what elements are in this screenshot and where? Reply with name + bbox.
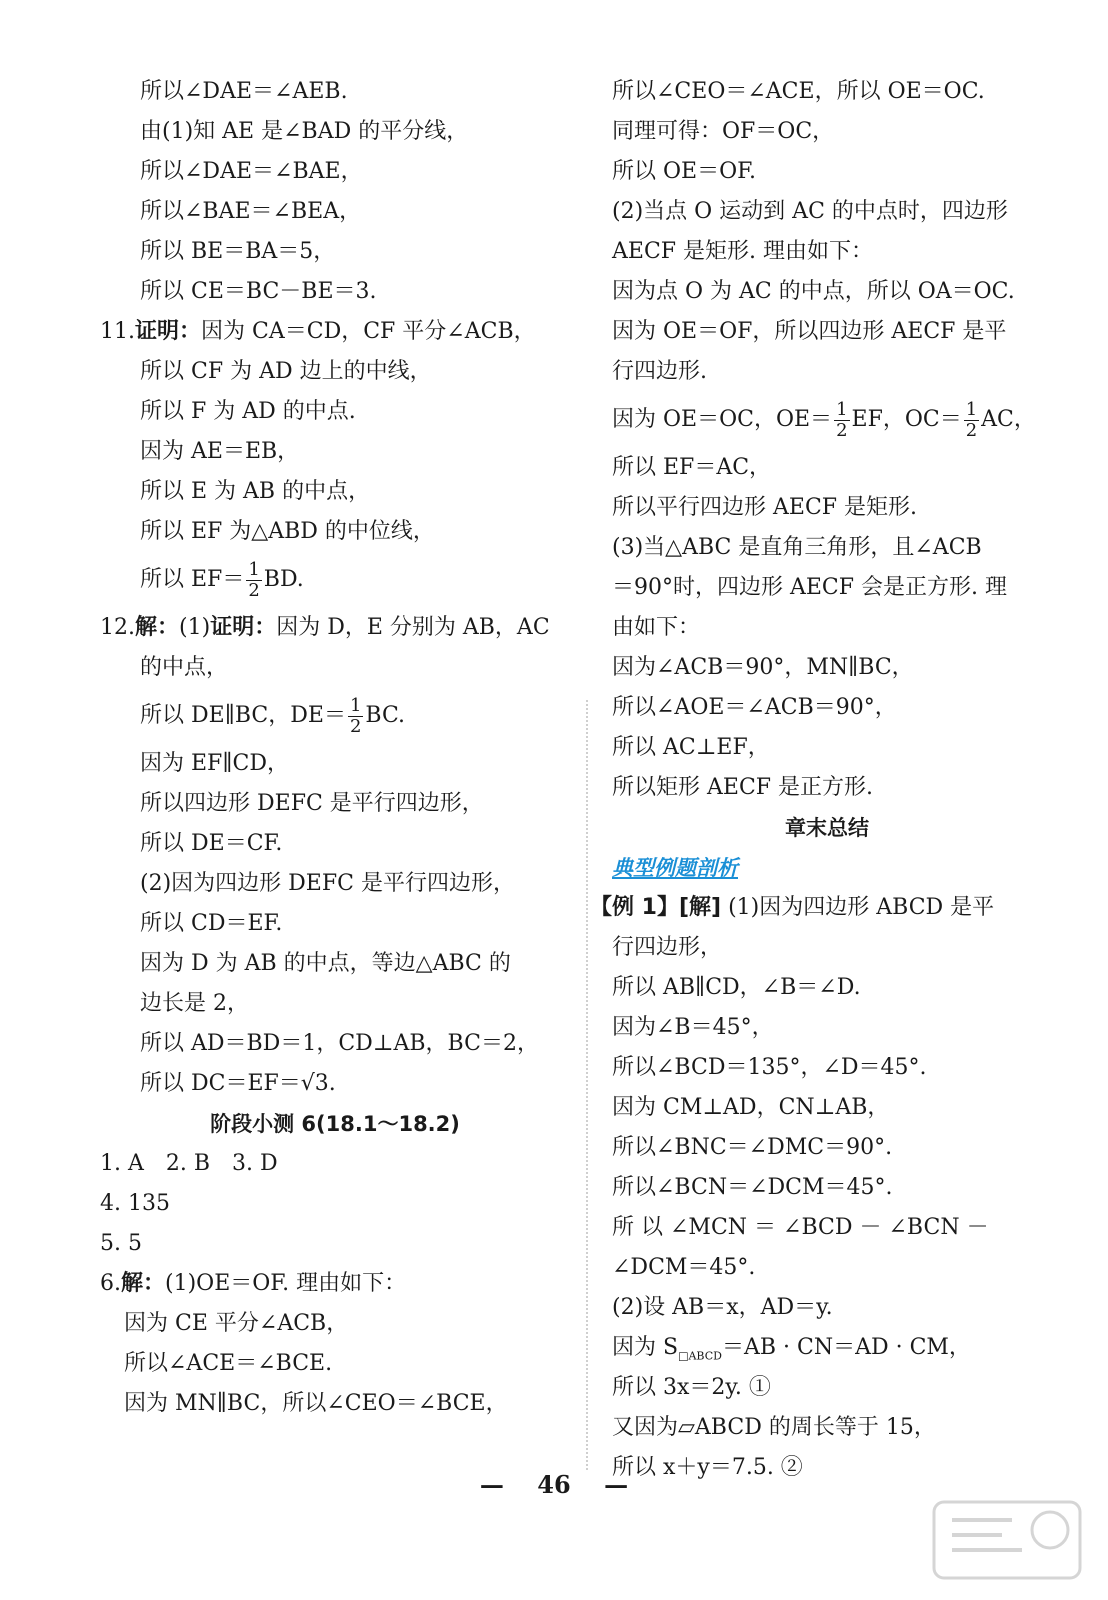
text-line: 所以 EF＝ — [140, 567, 245, 592]
example-label: 【例 1】[解] — [590, 895, 722, 920]
text-line: (1)因为四边形 ABCD 是平 — [728, 895, 995, 920]
text-line: 所以 CF 为 AD 边上的中线， — [140, 359, 432, 384]
text-line: (1) — [179, 615, 211, 640]
text-line: 又因为▱ABCD 的周长等于 15， — [612, 1415, 936, 1440]
section-title: 章末总结 — [785, 816, 869, 840]
text-line: 所以 E 为 AB 的中点， — [140, 479, 371, 504]
text-line: 因为 OE＝OF，所以四边形 AECF 是平 — [612, 319, 1007, 344]
text-line: 所以矩形 AECF 是正方形. — [612, 775, 874, 800]
text-line: 所以 3x＝2y. ① — [612, 1375, 771, 1400]
text-line: 由如下： — [612, 615, 701, 640]
text-line: 因为 CE 平分∠ACB， — [124, 1311, 349, 1336]
fraction-numerator: 1 — [248, 558, 260, 580]
fraction-line — [100, 552, 570, 608]
text-line: 因为 MN∥BC，所以∠CEO＝∠BCE， — [124, 1391, 508, 1416]
text-line: 行四边形. — [612, 359, 707, 384]
section-title: 阶段小测 6(18.1～18.2) — [210, 1112, 460, 1136]
text-line: EF，OC＝ — [851, 407, 962, 432]
fraction-line — [100, 688, 570, 744]
fraction-denominator: 2 — [965, 419, 978, 441]
text-line: 所以 CE＝BC－BE＝3. — [140, 279, 377, 304]
fraction-denominator: 2 — [349, 715, 362, 737]
text-line: 所以∠BCN＝∠DCM＝45°. — [612, 1175, 893, 1200]
problem-number: 12. — [100, 615, 135, 640]
page-dash: — — [479, 1470, 504, 1499]
fraction-line — [612, 392, 1042, 448]
text-line: 所以∠ACE＝∠BCE. — [124, 1351, 333, 1376]
text-line: 所以平行四边形 AECF 是矩形. — [612, 495, 918, 520]
page-dash: — — [604, 1470, 629, 1499]
page-number-value: 46 — [537, 1470, 571, 1499]
text-line: 由(1)知 AE 是∠BAD 的平分线， — [140, 119, 469, 144]
text-line: 因为∠ACB＝90°，MN∥BC， — [612, 655, 914, 680]
text-line: (3)当△ABC 是直角三角形，且∠ACB — [612, 535, 982, 560]
fraction-denominator: 2 — [248, 579, 260, 601]
text-line: 所以 BE＝BA＝5， — [140, 239, 336, 264]
text-line: (2)设 AB＝x，AD＝y. — [612, 1295, 833, 1320]
text-line: 所以∠CEO＝∠ACE，所以 OE＝OC. — [612, 79, 985, 104]
text-line: 因为 AE＝EB， — [140, 439, 300, 464]
text-line: 因为∠B＝45°， — [612, 1015, 774, 1040]
problem-6-line — [100, 1264, 570, 1304]
text-line: 因为 D 为 AB 的中点，等边△ABC 的 — [140, 951, 511, 976]
fraction — [834, 400, 849, 441]
text-line: 因为 OE＝OC，OE＝ — [612, 407, 833, 432]
right-column — [590, 72, 1042, 1488]
subsection-tag: 典型例题剖析 — [612, 856, 738, 880]
fraction-numerator: 1 — [836, 398, 848, 420]
text-line: 所以 CD＝EF. — [140, 911, 283, 936]
text-line: 所以∠DAE＝∠BAE， — [140, 159, 363, 184]
example-line — [590, 888, 1042, 928]
answer-line: 5. 5 — [100, 1231, 142, 1256]
text-line: 边长是 2， — [140, 991, 249, 1016]
text-line: (1)OE＝OF. 理由如下： — [165, 1271, 407, 1296]
watermark-logo — [932, 1500, 1082, 1580]
text-line: ＝AB · CN＝AD · CM， — [721, 1335, 971, 1360]
proof-label: 证明： — [210, 615, 277, 640]
solution-label: 解： — [135, 615, 180, 640]
text-line: 因为 EF∥CD， — [140, 751, 289, 776]
text-line: 所以 AB∥CD，∠B＝∠D. — [612, 975, 861, 1000]
text-line: AECF 是矩形. 理由如下： — [612, 239, 874, 264]
proof-label: 证明： — [135, 319, 202, 344]
problem-number: 6. — [100, 1271, 121, 1296]
text-line: 所以 F 为 AD 的中点. — [140, 399, 356, 424]
text-line: 同理可得：OF＝OC， — [612, 119, 835, 144]
text-line: BD. — [263, 567, 304, 592]
text-line: 因为 S — [612, 1335, 679, 1360]
subscript: □ABCD — [678, 1349, 722, 1363]
problem-number: 11. — [100, 319, 135, 344]
solution-label: 解： — [121, 1271, 166, 1296]
text-line: 所以 EF＝AC， — [612, 455, 772, 480]
text-line: 所以 OE＝OF. — [612, 159, 756, 184]
text-line: 所以 DC＝EF＝√3. — [140, 1071, 336, 1096]
answer-line: 4. 135 — [100, 1191, 170, 1216]
fraction — [246, 560, 261, 601]
text-line: 所以∠BCD＝135°，∠D＝45°. — [612, 1055, 927, 1080]
problem-12-line — [100, 608, 570, 648]
column-divider — [586, 700, 588, 1470]
fraction — [348, 696, 363, 737]
text-line: 因为 D，E 分别为 AB，AC — [276, 615, 550, 640]
text-line: 的中点， — [140, 655, 229, 680]
text-line: 所以∠BAE＝∠BEA， — [140, 199, 362, 224]
text-line: ＝90°时，四边形 AECF 会是正方形. 理 — [612, 575, 1008, 600]
text-line: 因为点 O 为 AC 的中点，所以 OA＝OC. — [612, 279, 1015, 304]
fraction-denominator: 2 — [836, 419, 848, 441]
page-number — [0, 1470, 1108, 1499]
text-line: 所以 EF 为△ABD 的中位线， — [140, 519, 435, 544]
text-line: 所以 AC⊥EF， — [612, 735, 770, 760]
text-line: 所 以 ∠MCN ＝ ∠BCD － ∠BCN － — [612, 1215, 989, 1240]
text-line: 所以 DE∥BC，DE＝ — [140, 703, 346, 728]
fraction — [964, 400, 979, 441]
text-line: 所以∠BNC＝∠DMC＝90°. — [612, 1135, 893, 1160]
problem-11-line — [100, 312, 570, 352]
fraction-numerator: 1 — [349, 694, 362, 716]
subsection-tag-line — [612, 848, 1042, 888]
text-line: 所以∠DAE＝∠AEB. — [140, 79, 348, 104]
text-line: 所以∠AOE＝∠ACB＝90°， — [612, 695, 897, 720]
fraction-numerator: 1 — [965, 398, 978, 420]
text-line: 因为 CA＝CD，CF 平分∠ACB， — [201, 319, 536, 344]
text-line: (2)因为四边形 DEFC 是平行四边形， — [140, 871, 515, 896]
text-line: 所以 AD＝BD＝1，CD⊥AB，BC＝2， — [140, 1031, 539, 1056]
answer-line: 1. A 2. B 3. D — [100, 1151, 278, 1176]
text-line: 所以四边形 DEFC 是平行四边形， — [140, 791, 484, 816]
text-line: 所以 x＋y＝7.5. ② — [612, 1455, 803, 1480]
left-column — [100, 72, 570, 1424]
text-line: AC， — [981, 407, 1036, 432]
text-line: 所以 DE＝CF. — [140, 831, 283, 856]
text-line: 因为 CM⊥AD，CN⊥AB， — [612, 1095, 890, 1120]
text-line: 行四边形， — [612, 935, 723, 960]
text-line: ∠DCM＝45°. — [612, 1255, 756, 1280]
text-line: (2)当点 O 运动到 AC 的中点时，四边形 — [612, 199, 1008, 224]
area-line — [612, 1328, 1042, 1368]
text-line: BC. — [365, 703, 406, 728]
